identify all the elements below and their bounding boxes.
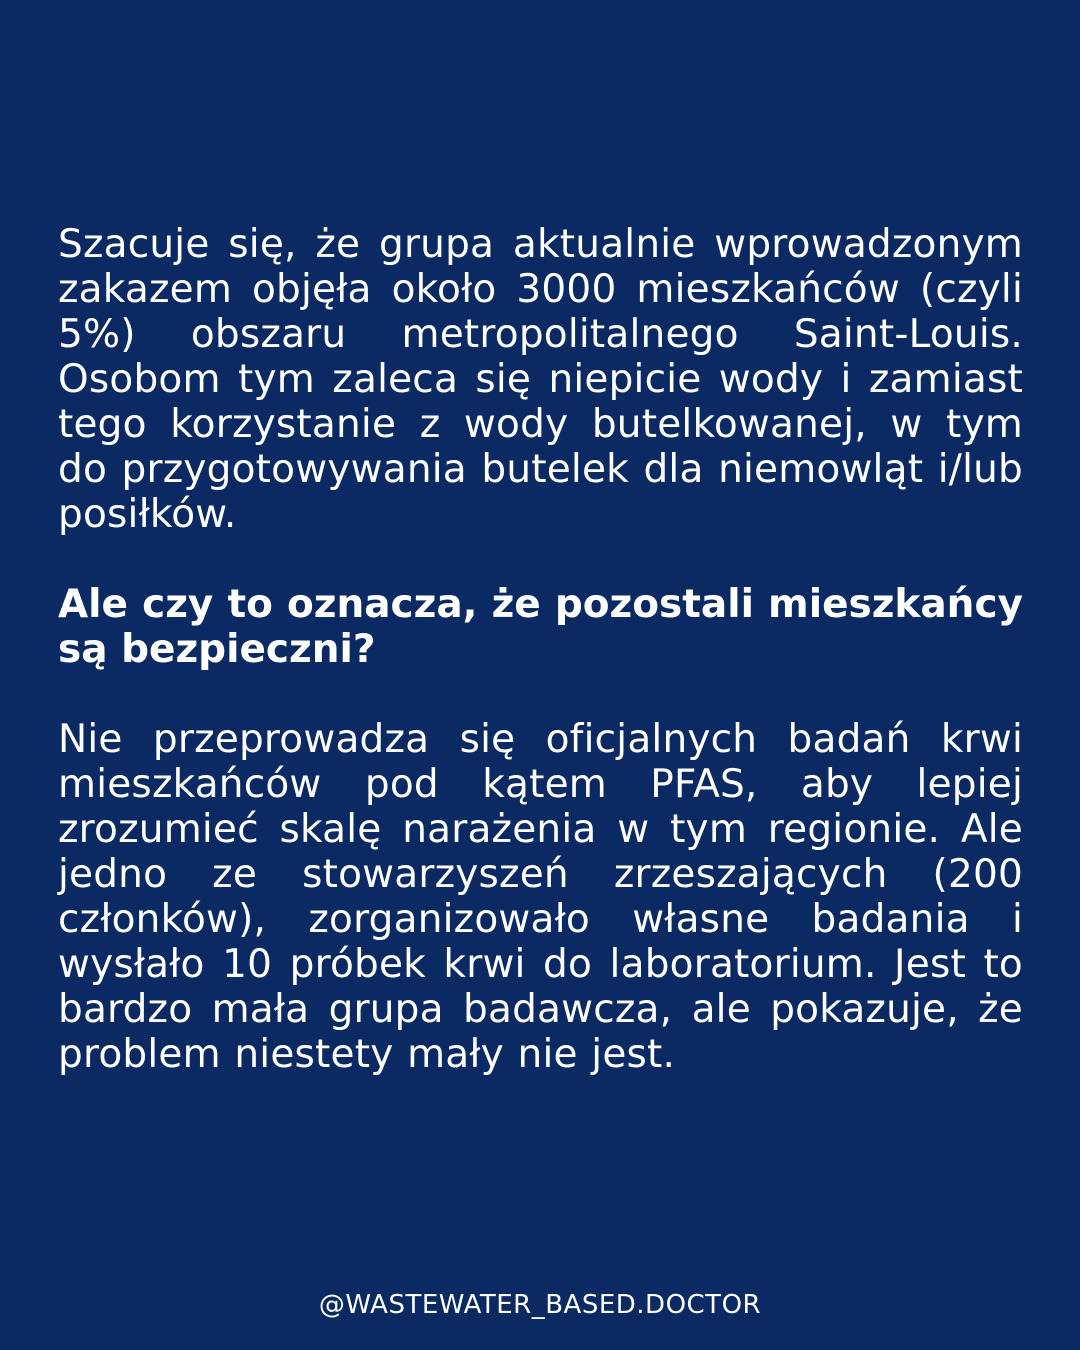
- text-content: [58, 222, 1023, 1077]
- question-heading: Ale czy to oznacza, że pozostali mieszkańcy są bezpieczni?: [58, 582, 1023, 672]
- footer-handle: @WASTEWATER_BASED.DOCTOR: [318, 1290, 762, 1320]
- body-paragraph: Nie przeprowadza się oficjalnych badań krwi mieszkańców pod kątem PFAS, aby lepiej zrozumieć skalę narażenia w tym regionie. Ale jedno ze stowarzyszeń zrzeszających (200 członków), zorganizowało własne badania i wysłało 10 próbek krwi do laboratorium. Jest to bardzo mała grupa badawcza, ale pokazuje, że problem niestety mały nie jest.: [58, 717, 1023, 1077]
- intro-paragraph: Szacuje się, że grupa aktualnie wprowadzonym zakazem objęła około 3000 mieszkańców (czyli 5%) obszaru metropolitalnego Saint-Louis. Osobom tym zaleca się niepicie wody i zamiast tego korzystanie z wody butelkowanej, w tym do przygotowywania butelek dla niemowląt i/lub posiłków.: [58, 222, 1023, 537]
